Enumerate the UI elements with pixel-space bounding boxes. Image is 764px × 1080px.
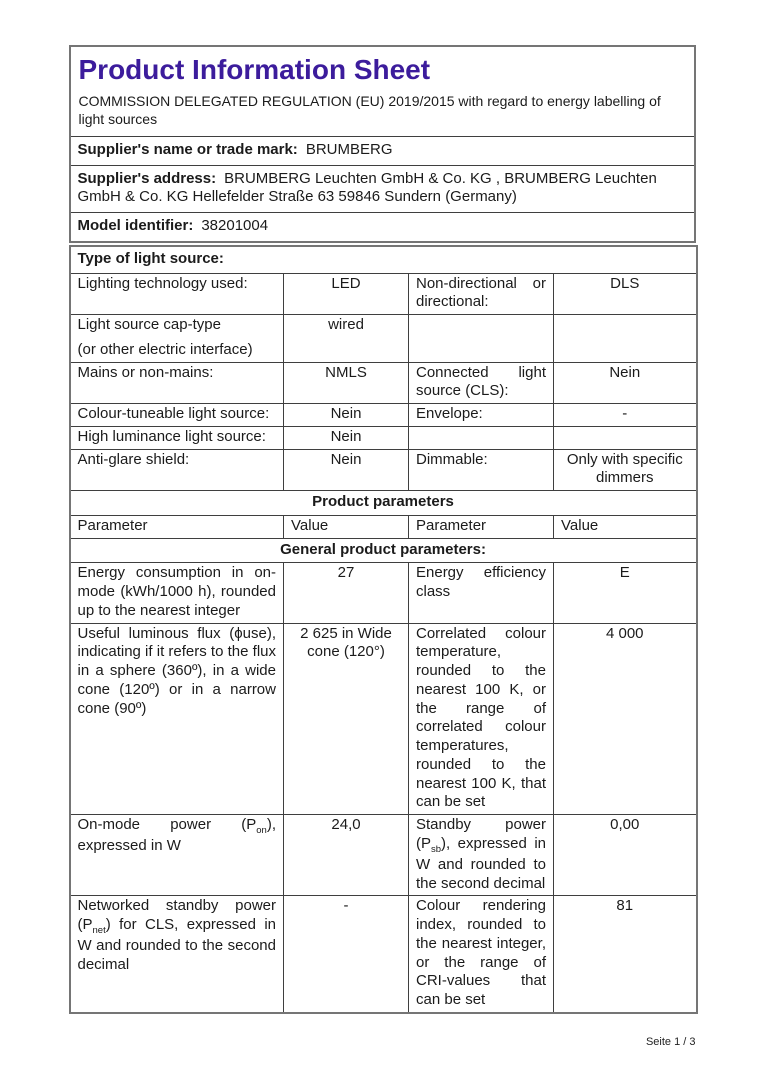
param-label-cell bbox=[409, 315, 554, 363]
label-text: ), expressed in W and rounded to the second decimal bbox=[416, 834, 546, 892]
document-page bbox=[69, 0, 696, 1048]
model-identifier-label: Model identifier: bbox=[77, 217, 194, 235]
section-heading-type-of-light-source: Type of light source: bbox=[70, 246, 697, 273]
param-label-cell bbox=[409, 426, 554, 449]
param-label-cell: High luminance light source: bbox=[70, 426, 284, 449]
regulation-subtitle: COMMISSION DELEGATED REGULATION (EU) 2019/2015 with regard to energy labelling of light sources bbox=[78, 92, 661, 127]
label-text: ), expressed in W bbox=[77, 816, 276, 855]
param-value-cell: Only with specific dimmers bbox=[554, 449, 697, 491]
param-label-cell: Mains or non-mains: bbox=[70, 362, 284, 404]
header-table bbox=[69, 45, 696, 243]
table-row bbox=[70, 449, 697, 491]
table-row bbox=[70, 426, 697, 449]
table-row bbox=[70, 563, 697, 623]
param-value-cell: Nein bbox=[284, 426, 409, 449]
param-label-cell: Useful luminous flux (ϕuse), indicating if it refers to the flux in a sphere (360º), in a wide cone (120º) or in a narrow cone (90º) bbox=[70, 623, 284, 815]
supplier-address-label: Supplier's address: bbox=[77, 169, 217, 187]
supplier-name-cell bbox=[70, 136, 695, 165]
param-label-cell: Correlated colour temperature, rounded to the nearest 100 K, or the range of correlated colour temperatures, rounded to the nearest 100 K, that can be set bbox=[409, 623, 554, 815]
param-value-cell: 27 bbox=[284, 563, 409, 623]
param-value-cell: DLS bbox=[554, 273, 697, 315]
param-value-cell: NMLS bbox=[284, 362, 409, 404]
column-header-parameter: Parameter bbox=[409, 515, 554, 538]
param-label-cell bbox=[70, 896, 284, 1013]
cap-type-line1: Light source cap-type bbox=[77, 316, 221, 334]
param-label-cell: Energy efficiency class bbox=[409, 563, 554, 623]
table-row bbox=[70, 623, 697, 815]
param-value-cell: 4 000 bbox=[554, 623, 697, 815]
param-label-cell: Anti-glare shield: bbox=[70, 449, 284, 491]
label-subscript: sb bbox=[431, 843, 442, 855]
param-value-cell: - bbox=[554, 404, 697, 427]
section-row-type bbox=[70, 246, 697, 273]
param-label-cell: Dimmable: bbox=[409, 449, 554, 491]
model-identifier-cell bbox=[70, 213, 695, 242]
param-label-cell: Non-directional or directional: bbox=[409, 273, 554, 315]
supplier-name-value: BRUMBERG bbox=[305, 140, 393, 158]
param-value-cell: LED bbox=[284, 273, 409, 315]
table-row bbox=[70, 273, 697, 315]
model-identifier-row bbox=[70, 213, 695, 242]
column-header-value: Value bbox=[554, 515, 697, 538]
param-label-cell bbox=[70, 815, 284, 896]
table-row bbox=[70, 362, 697, 404]
param-label-cell: Connected light source (CLS): bbox=[409, 362, 554, 404]
param-label-cell: Colour-tuneable light source: bbox=[70, 404, 284, 427]
param-value-cell: 81 bbox=[554, 896, 697, 1013]
param-value-cell: Nein bbox=[284, 449, 409, 491]
param-label-cell bbox=[70, 315, 284, 363]
param-value-cell: E bbox=[554, 563, 697, 623]
supplier-address-value: BRUMBERG Leuchten GmbH & Co. KG , BRUMBERG Leuchten GmbH & Co. KG Hellefelder Straße 63 59846 Sundern (Germany) bbox=[77, 169, 657, 206]
page-title: Product Information Sheet bbox=[78, 54, 431, 85]
table-row bbox=[70, 815, 697, 896]
supplier-name-row bbox=[70, 136, 695, 165]
param-value-cell bbox=[554, 426, 697, 449]
param-value-cell bbox=[554, 315, 697, 363]
cap-type-line2: (or other electric interface) bbox=[77, 340, 253, 358]
table-row bbox=[70, 896, 697, 1013]
label-text: ) for CLS, expressed in W and rounded to the second decimal bbox=[77, 916, 276, 973]
supplier-address-row bbox=[70, 165, 695, 213]
param-label-cell: Lighting technology used: bbox=[70, 273, 284, 315]
param-label-cell bbox=[409, 815, 554, 896]
param-value-cell: - bbox=[284, 896, 409, 1013]
column-header-value: Value bbox=[284, 515, 409, 538]
supplier-address-cell bbox=[70, 165, 695, 213]
param-value-cell: Nein bbox=[284, 404, 409, 427]
page-number: Seite 1 / 3 bbox=[645, 1035, 696, 1048]
param-label-cell: Envelope: bbox=[409, 404, 554, 427]
label-text: Standby power (P bbox=[416, 816, 546, 852]
section-heading-product-parameters: Product parameters bbox=[70, 491, 697, 516]
param-value-cell: 24,0 bbox=[284, 815, 409, 896]
section-row-general bbox=[70, 538, 697, 563]
section-heading-general-product-parameters: General product parameters: bbox=[70, 538, 697, 563]
parameters-table bbox=[69, 245, 698, 1014]
param-value-cell: Nein bbox=[554, 362, 697, 404]
model-identifier-value: 38201004 bbox=[201, 217, 269, 235]
label-subscript: on bbox=[256, 825, 267, 837]
label-text: Networked standby power (P bbox=[77, 897, 276, 934]
column-header-parameter: Parameter bbox=[70, 515, 284, 538]
param-value-cell: 2 625 in Wide cone (120°) bbox=[284, 623, 409, 815]
section-row-product-parameters bbox=[70, 491, 697, 516]
table-row bbox=[70, 404, 697, 427]
supplier-name-label: Supplier's name or trade mark: bbox=[77, 140, 298, 158]
label-subscript: net bbox=[92, 925, 106, 937]
table-row bbox=[70, 315, 697, 363]
label-text: On-mode power (P bbox=[77, 816, 257, 834]
title-cell bbox=[70, 46, 695, 136]
title-row bbox=[70, 46, 695, 136]
column-header-row bbox=[70, 515, 697, 538]
param-value-cell: wired bbox=[284, 315, 409, 363]
param-label-cell: Energy consumption in on-mode (kWh/1000 h), rounded up to the nearest integer bbox=[70, 563, 284, 623]
param-label-cell: Colour rendering index, rounded to the nearest integer, or the range of CRI-values that can be set bbox=[409, 896, 554, 1013]
param-value-cell: 0,00 bbox=[554, 815, 697, 896]
